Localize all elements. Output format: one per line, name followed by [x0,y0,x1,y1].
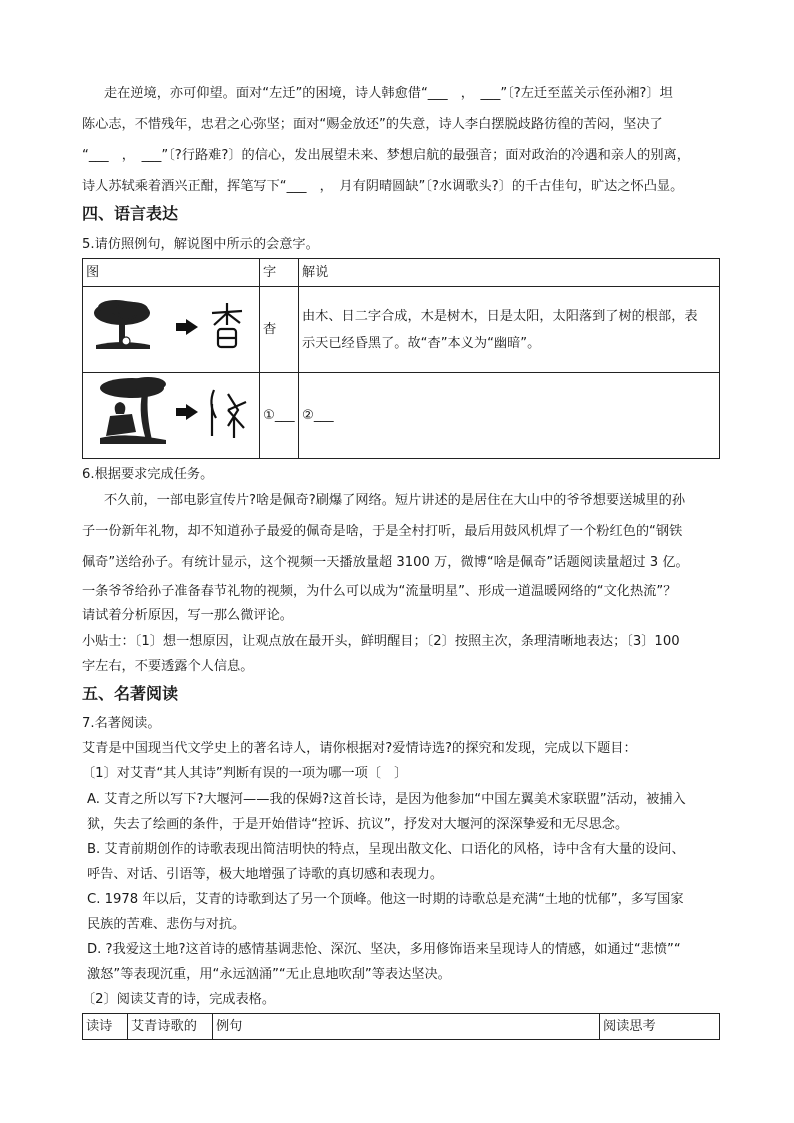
q6-line-2: 子一份新年礼物，却不知道孙子最爱的佩奇是啥，于是全村打听，最后用鼓风机焊了一个粉红色的“钢铁 [82,524,683,539]
header-read-poem: 读诗 [83,1014,128,1040]
header-explanation: 解说 [299,259,720,287]
char-cell-1: 杳 [260,287,299,373]
explanation-cell-1 [299,287,720,373]
q7-sub-1: 〔1〕对艾青“其人其诗”判断有误的一项为哪一项〔 〕 [82,766,408,781]
question-6: 6.根据要求完成任务。 [82,467,214,482]
header-poem-feature: 艾青诗歌的 [128,1014,213,1040]
table-header-row [83,259,720,287]
q6-line-1: 不久前，一部电影宣传片?啥是佩奇?刷爆了网络。短片讲述的是居住在大山中的爷爷想要送城里的孙 [104,493,686,508]
table-row [83,373,720,459]
option-b-line-2: 呼告、对话、引语等，极大地增强了诗歌的真切感和表现力。 [87,867,444,882]
character-table [82,258,720,459]
tip-line-1: 小贴士：〔1〕想一想原因，让观点放在最开头，鲜明醒目；〔2〕按照主次，条理清晰地表达；〔3〕100 [82,634,680,649]
tree-sun-illustration [86,291,254,361]
q6-line-4: 一条爷爷给孙子准备春节礼物的视频，为什么可以成为“流量明星”、形成一道温暖网络的“文化热流”？ [82,584,677,599]
image-cell-tree-sun [83,287,260,373]
q6-line-5: 请试着分析原因，写一那么微评论。 [82,608,293,623]
option-d-line-2: 激怒”等表现沉重，用“永远汹涌”“无止息地吹刮”等表达坚决。 [87,967,451,982]
tip-line-2: 字左右，不要透露个人信息。 [82,659,254,674]
char-cell-2[interactable]: ①___ [260,373,299,459]
header-char: 字 [260,259,299,287]
arrow-icon [176,404,198,420]
option-d-line-1[interactable]: D. ?我爱这土地?这首诗的感情基调悲怆、深沉、坚决，多用修饰语来呈现诗人的情感，如通过“悲愤”“ [87,942,681,957]
image-cell-person-tree [83,373,260,459]
header-example: 例句 [213,1014,600,1040]
section-5-title: 五、名著阅读 [82,684,179,703]
para-top-line-2: 陈心志，不惜残年，忠君之心弥坚；面对“赐金放还”的失意，诗人李白摆脱歧路彷徨的苦闷，坚决了 [82,117,663,132]
para-top-line-3: “___ ， ___”〔?行路难?〕的信心，发出展望未来、梦想启航的最强音；面对政治的冷遇和亲人的别离， [82,148,690,163]
para-top-line-1: 走在逆境，亦可仰望。面对“左迁”的困境，诗人韩愈借“___ ， ___”〔?左迁至蓝关示侄孙湘?〕坦 [104,86,673,101]
para-top-line-4: 诗人苏轼乘着酒兴正酣，挥笔写下“___ ， 月有阴晴圆缺”〔?水调歌头?〕的千古佳句，旷达之怀凸显。 [82,179,684,194]
q6-line-3: 佩奇”送给孙子。有统计显示，这个视频一天播放量超 3100 万，微博“啥是佩奇”话题阅读量超过 3 亿。 [82,555,689,570]
explanation-line-1: 由木、日二字合成，木是树木，日是太阳，太阳落到了树的根部，表 [302,308,698,324]
section-4-title: 四、语言表达 [82,204,179,223]
option-a-line-1[interactable]: A. 艾青之所以写下?大堰河——我的保姆?这首长诗，是因为他参加“中国左翼美术家联盟”活动，被捕入 [87,792,686,807]
q7-sub-2: 〔2〕阅读艾青的诗，完成表格。 [82,992,276,1007]
q7-intro: 艾青是中国现当代文学史上的著名诗人，请你根据对?爱情诗选?的探究和发现，完成以下题目： [82,741,637,756]
explanation-cell-2[interactable]: ②___ [299,373,720,459]
table-row [83,287,720,373]
arrow-icon [176,319,198,335]
table-header-row [83,1014,720,1040]
option-c-line-1[interactable]: C. 1978 年以后，艾青的诗歌到达了另一个顶峰。他这一时期的诗歌总是充满“土地的忧郁”，多写国家 [87,892,684,907]
question-5: 5.请仿照例句，解说图中所示的会意字。 [82,237,319,252]
option-a-line-2: 狱，失去了绘画的条件，于是开始借诗“控诉、抗议”，抒发对大堰河的深深挚爱和无尽思念。 [87,817,629,832]
header-image: 图 [83,259,260,287]
option-b-line-1[interactable]: B. 艾青前期创作的诗歌表现出简洁明快的特点，呈现出散文化、口语化的风格，诗中含有大量的设问、 [87,842,685,857]
explanation-line-2: 示天已经昏黑了。故“杳”本义为“幽暗”。 [302,335,541,351]
option-c-line-2: 民族的苦难、悲伤与对抗。 [87,917,246,932]
header-reflection: 阅读思考 [600,1014,720,1040]
question-7: 7.名著阅读。 [82,716,161,731]
poem-table [82,1013,720,1040]
person-tree-illustration [86,374,254,450]
